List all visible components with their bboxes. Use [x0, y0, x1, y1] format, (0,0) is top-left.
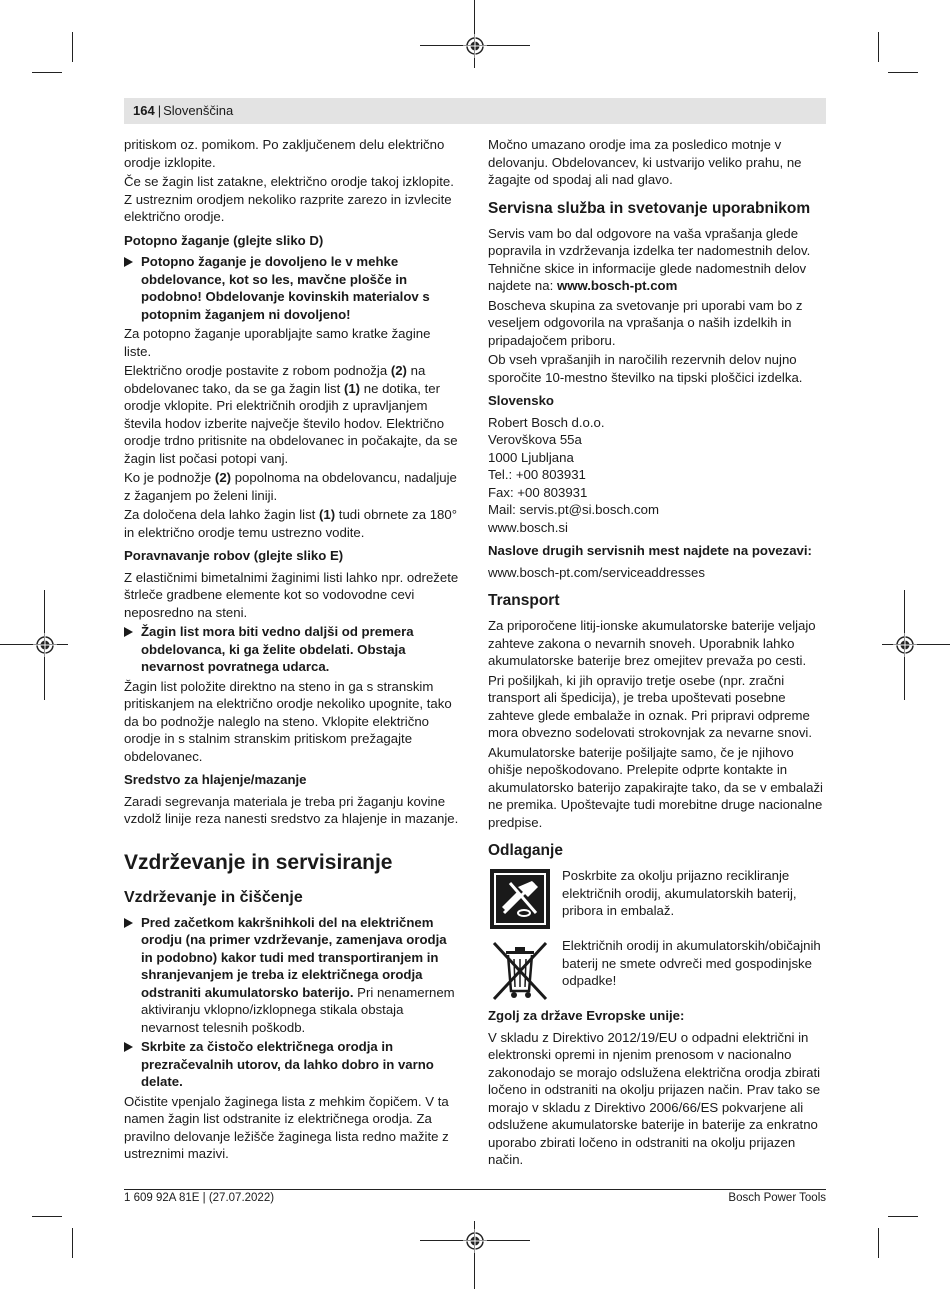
crop-mark [72, 1228, 73, 1258]
address-line: www.bosch.si [488, 519, 568, 535]
crop-mark [888, 1216, 918, 1217]
text: tudi obrnete za 180° in električno orodje temu ustrezno vodite. [124, 507, 457, 540]
disposal-text: Električnih orodij in akumulatorskih/običajnih baterij ne smete odvreči med gospodinjske odpadke! [562, 938, 821, 988]
crop-mark [32, 1216, 62, 1217]
address-line: Fax: +00 803931 [488, 484, 588, 500]
part-ref: (2) [214, 470, 232, 485]
crop-mark [878, 32, 879, 62]
address-line: Mail: servis.pt@si.bosch.com [488, 502, 659, 517]
address-line: Tel.: +00 803931 [488, 467, 586, 482]
text: ne dotika, ter orodje vklopite. Pri električnih orodjih z upravljanjem števila hodov izberite največje število hodov. Električno orodje trdno pritisnite na obdelovanec in počakajte, da se žagin list počasi potopi vanj. [124, 380, 458, 466]
address-line: Robert Bosch d.o.o. [488, 414, 605, 430]
part-ref: (1) [343, 380, 361, 396]
warning-bullet [124, 253, 459, 323]
section-heading: Transport [488, 592, 560, 609]
crop-mark [32, 72, 62, 73]
text: Električno orodje postavite z robom podnožja [124, 363, 391, 378]
recycling-tools-icon [488, 867, 552, 931]
footer-rule [124, 1189, 826, 1190]
header-language: Slovenščina [163, 103, 234, 118]
disposal-row [488, 937, 826, 1001]
section-heading: Naslove drugih servisnih mest najdete na povezavi: [488, 543, 812, 558]
address-line: Verovškova 55a [488, 432, 582, 447]
subsection-heading: Vzdrževanje in čiščenje [124, 888, 303, 906]
paragraph: Za priporočene litij-ionske akumulatorske baterije veljajo zahteve zakona o nevarnih snoveh. Uporabnik lahko akumulatorske baterije brez omejitev prevaža po cesti. [488, 618, 816, 668]
registration-mark-icon [33, 633, 57, 657]
paragraph: Akumulatorske baterije pošiljajte samo, če je njihovo ohišje nepoškodovano. Prelepite odprte kontakte in akumulatorsko baterijo zapakirajte tako, da se v embalaži ne premika. Upoštevajte tudi morebitne druge nacionalne predpise. [488, 744, 823, 830]
paragraph: Očistite vpenjalo žaginega lista z mehkim čopičem. V ta namen žagin list odstranite iz električnega orodja. Za pravilno delovanje ležišče žaginega lista redno mažite z ustreznimi mazivi. [124, 1093, 449, 1161]
registration-mark-icon [463, 34, 487, 58]
right-column [488, 136, 826, 1171]
part-ref: (2) [390, 363, 407, 378]
section-heading: Odlaganje [488, 842, 563, 859]
address-block [488, 414, 826, 537]
text: popolnoma na obdelovancu, nadaljuje z žaganjem po želeni liniji. [124, 470, 457, 503]
section-heading: Servisna služba in svetovanje uporabnikom [488, 199, 811, 217]
text: Servis vam bo dal odgovore na vaša vprašanja glede popravila in vzdrževanja izdelka ter nadomestnih delov. Tehnične skice in informacije glede nadomestnih delov najdete na: [488, 225, 811, 293]
paragraph: pritiskom oz. pomikom. Po zaključenem delu električno orodje izklopite. [124, 137, 445, 170]
registration-mark-icon [893, 633, 917, 657]
crop-mark [72, 32, 73, 62]
disposal-row [488, 867, 826, 931]
address-line: 1000 Ljubljana [488, 449, 574, 465]
section-heading: Poravnavanje robov (glejte sliko E) [124, 548, 344, 563]
warning-text-rest: Pri nenamernem aktiviranju vklopno/izklopnega stikala obstaja nevarnost telesnih poškodb. [141, 984, 455, 1035]
website-link[interactable]: www.bosch-pt.com [556, 278, 678, 293]
text: Ko je podnožje [124, 470, 215, 485]
warning-text: Žagin list mora biti vedno daljši od premera obdelovanca, ki ga želite obdelati. Obstaja nevarnost povratnega udarca. [141, 624, 414, 674]
paragraph: Z elastičnimi bimetalnimi žaginimi listi lahko npr. odrežete štrleče gradbene elemente kot so vodovodne cevi neposredno na steni. [124, 569, 459, 620]
crossed-bin-icon [488, 937, 552, 1001]
registration-mark-icon [463, 1229, 487, 1253]
warning-text: Pred začetkom kakršnihkoli del na električnem orodju (na primer vzdrževanje, zamenjava orodja in podobno) kakor tudi med transportiranjem in shranjevanjem je treba iz električnega orodja odstraniti akumulatorsko baterijo. [141, 914, 447, 1000]
text: na obdelovanec tako, da se ga žagin list [124, 363, 426, 396]
paragraph: Močno umazano orodje ima za posledico motnje v delovanju. Obdelovancev, ki ustvarijo veliko prahu, ne žagajte od spodaj ali nad glavo. [488, 137, 802, 187]
warning-bullet [124, 1038, 459, 1091]
paragraph: Za potopno žaganje uporabljajte samo kratke žagine liste. [124, 326, 431, 359]
left-column [124, 136, 459, 1165]
paragraph [488, 225, 826, 295]
crop-mark [878, 1228, 879, 1258]
disposal-text: Poskrbite za okolju prijazno recikliranje električnih orodij, akumulatorskih baterij, pribora in embalaž. [562, 868, 797, 918]
warning-text: Potopno žaganje je dovoljeno le v mehke obdelovance, kot so les, mavčne plošče in podobno! Obdelovanje kovinskih materialov s potopnim žaganjem ni dovoljeno! [141, 254, 430, 322]
service-link[interactable]: www.bosch-pt.com/serviceaddresses [488, 564, 705, 580]
paragraph: Pri pošiljkah, ki jih opravijo tretje osebe (npr. zračni transport ali špedicija), je treba upoštevati posebne zahteve glede embalaže in oznak. Pri pripravi odpreme mora obvezno sodelovati strokovnjak za nevarne snovi. [488, 672, 813, 740]
paragraph: Žagin list položite direktno na steno in ga s stranskim pritiskanjem na električno orodje nekoliko upognite, tako da bo podnožje naleglo na steno. Vklopite električno orodje in s stalnim stranskim pritiskom prežagajte obdelovanec. [124, 678, 452, 764]
section-heading: Zgolj za države Evropske unije: [488, 1008, 685, 1023]
footer-document-id: 1 609 92A 81E | (27.07.2022) [124, 1192, 275, 1204]
header-separator: | [157, 103, 162, 118]
country-heading: Slovensko [488, 393, 554, 408]
bullet-triangle-icon [124, 918, 133, 928]
warning-bullet [124, 914, 459, 1037]
page-number: 164 [133, 103, 155, 118]
bullet-triangle-icon [124, 1042, 133, 1052]
paragraph: Ob vseh vprašanjih in naročilih rezervnih delov nujno sporočite 10-mestno številko na tipski ploščici izdelka. [488, 352, 803, 385]
section-heading: Potopno žaganje (glejte sliko D) [124, 232, 324, 248]
bullet-triangle-icon [124, 257, 133, 267]
chapter-heading: Vzdrževanje in servisiranje [124, 850, 393, 874]
page-header [124, 98, 826, 124]
paragraph: Če se žagin list zatakne, električno orodje takoj izklopite. Z ustreznim orodjem nekoliko razprite zarezo in izvlecite električno orodje. [124, 174, 454, 224]
paragraph: Boscheva skupina za svetovanje pri uporabi vam bo z veseljem odgovorila na vprašanja o naših izdelkih in pripadajočem priboru. [488, 297, 803, 348]
bullet-triangle-icon [124, 627, 133, 637]
paragraph: V skladu z Direktivo 2012/19/EU o odpadni električni in elektronski opremi in njenim prenosom v nacionalno zakonodajo se morajo odslužena električna orodja zbirati ločeno in odstraniti na okolju prijazen način. Prav tako se morajo v skladu z Direktivo 2006/66/ES pokvarjene ali odslužene akumulatorske baterije in baterije za enkratno uporabo zbirati ločeno in odstraniti na okolju prijazen način. [488, 1029, 821, 1167]
paragraph [124, 506, 459, 541]
part-ref: (1) [319, 507, 336, 522]
section-heading: Sredstvo za hlajenje/mazanje [124, 772, 307, 787]
footer-brand: Bosch Power Tools [728, 1192, 826, 1204]
text: Za določena dela lahko žagin list [124, 507, 320, 522]
warning-text: Skrbite za čistočo električnega orodja in prezračevalnih utorov, da lahko dobro in varno delate. [141, 1039, 434, 1089]
paragraph [124, 469, 459, 504]
crop-mark [888, 72, 918, 73]
warning-bullet [124, 623, 459, 676]
paragraph: Zaradi segrevanja materiala je treba pri žaganju kovine vzdolž linije reza nanesti sredstvo za hlajenje in mazanje. [124, 793, 459, 826]
paragraph [124, 362, 459, 467]
